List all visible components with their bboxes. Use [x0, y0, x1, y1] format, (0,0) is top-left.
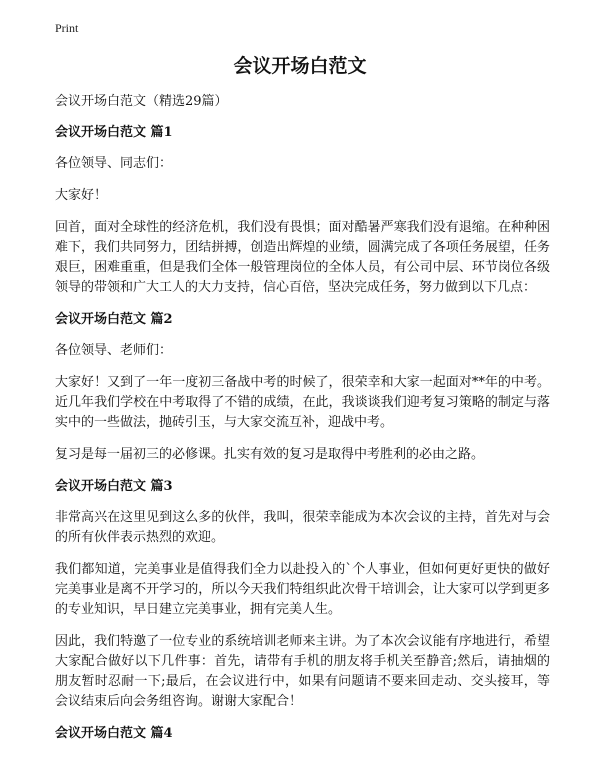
section-1-paragraph-2: 大家好！ — [55, 188, 108, 203]
section-3-paragraph-2: 我们都知道，完美事业是值得我们全力以赴投入的`个人事业，但如何更好更快的做好完美事业是离不开学习的，所以今天我们特组织此次骨干培训会，让大家可以学到更多的专业知识，早日建立完美事业，拥有完美人生。 — [55, 562, 550, 617]
document-body — [55, 92, 550, 755]
document-subtitle: 会议开场白范文（精选29篇） — [55, 94, 228, 109]
section-2-paragraph-1: 各位领导、老师们： — [55, 343, 173, 358]
print-link[interactable]: Print — [55, 21, 79, 35]
section-heading-1: 会议开场白范文 篇1 — [55, 125, 173, 140]
section-heading-3: 会议开场白范文 篇3 — [55, 479, 173, 494]
section-heading-4: 会议开场白范文 篇4 — [55, 726, 173, 741]
section-1-paragraph-1: 各位领导、同志们： — [55, 156, 173, 171]
section-3-paragraph-1: 非常高兴在这里见到这么多的伙伴，我叫，很荣幸能成为本次会议的主持，首先对与会的所有伙伴表示热烈的欢迎。 — [55, 510, 550, 545]
section-2-paragraph-2: 大家好！又到了一年一度初三备战中考的时候了，很荣幸和大家一起面对**年的中考。近几年我们学校在中考取得了不错的成绩，在此，我谈谈我们迎考复习策略的制定与落实中的一些做法，抛砖引玉，与大家交流互补，迎战中考。 — [55, 375, 550, 430]
section-2-paragraph-3: 复习是每一届初三的必修课。扎实有效的复习是取得中考胜利的必由之路。 — [55, 447, 485, 462]
page-title: 会议开场白范文 — [233, 55, 367, 77]
section-3-paragraph-3: 因此，我们特邀了一位专业的系统培训老师来主讲。为了本次会议能有序地进行，希望大家配合做好以下几件事：首先，请带有手机的朋友将手机关至静音;然后，请抽烟的朋友暂时忍耐一下;最后，在会议进行中，如果有问题请不要来回走动、交头接耳，等会议结束后向会务组咨询。谢谢大家配合！ — [55, 634, 550, 709]
section-1-paragraph-3: 回首，面对全球性的经济危机，我们没有畏惧；面对酷暑严寒我们没有退缩。在种种困难下，我们共同努力，团结拼搏，创造出辉煌的业绩，圆满完成了各项任务展望，任务艰巨，困难重重，但是我们全体一般管理岗位的全体人员，有公司中层、环节岗位各级领导的带领和广大工人的大力支持，信心百倍，坚决完成任务，努力做到以下几点： — [55, 220, 550, 295]
section-heading-2: 会议开场白范文 篇2 — [55, 312, 173, 327]
